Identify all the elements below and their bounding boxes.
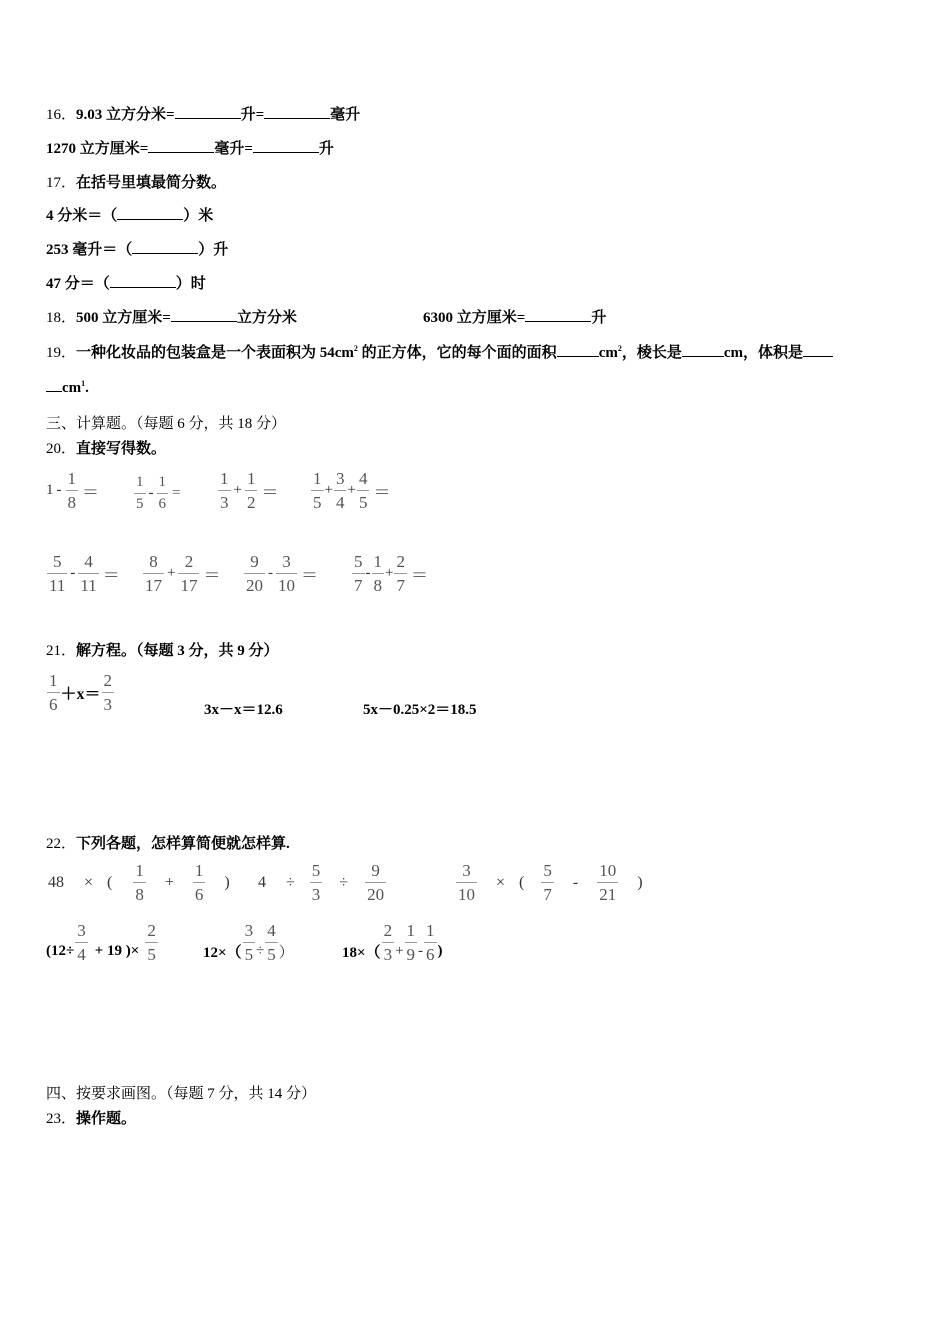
q21-equation: 3x－x＝12.6	[204, 702, 283, 718]
q21-equation: $\frac{1}{6}$ ＋x＝ $\frac{2}{3}$	[49, 671, 113, 714]
q20-expr: $\frac{1}{5}$ + $\frac{3}{4}$ + $\frac{4}{5}$ ＝	[313, 469, 391, 512]
fraction: $\frac{1}{6}$	[158, 474, 166, 512]
fraction: $\frac{1}{6}$	[426, 921, 435, 964]
q20-expr: 1 - $\frac{1}{8}$ ＝	[46, 469, 99, 512]
answer-blank[interactable]	[557, 343, 599, 357]
q18-line: 18．500 立方厘米= 立方分米	[46, 310, 297, 326]
section-3-title: 三、计算题。（每题 6 分，共 18 分）	[46, 416, 287, 432]
q21-title: 21．解方程。（每题 3 分，共 9 分）	[46, 643, 279, 659]
q23-title: 23．操作题。	[46, 1111, 137, 1127]
fraction: $\frac{1}{2}$	[246, 469, 256, 512]
answer-blank[interactable]	[264, 105, 330, 119]
q20-expr: $\frac{1}{5}$ - $\frac{1}{6}$ =	[136, 474, 181, 512]
q19-line2: $cm^1$.	[46, 378, 89, 397]
fraction: $\frac{2}{5}$	[147, 921, 156, 964]
answer-blank[interactable]	[148, 139, 214, 153]
fraction: $\frac{4}{11}$	[80, 552, 97, 595]
q17-title: 17．在括号里填最简分数。	[46, 175, 227, 191]
q22-expr: 18×（ $\frac{2}{3}$ + $\frac{1}{9}$ - $\frac{1}{6}$ )	[342, 921, 443, 964]
q22-expr: (12÷ $\frac{3}{4}$ + 19 )× $\frac{2}{5}$	[46, 921, 156, 964]
fraction: $\frac{1}{8}$	[135, 861, 144, 904]
fraction: $\frac{1}{5}$	[136, 474, 144, 512]
q22-expr: $\frac{3}{10}$ × ( $\frac{5}{7}$ - $\frac{10}{21}$ )	[458, 861, 643, 904]
q20-expr: $\frac{1}{3}$ + $\frac{1}{2}$ ＝	[220, 469, 279, 512]
q16-line1: 16．9.03 立方分米= 升= 毫升	[46, 107, 361, 123]
fraction: $\frac{5}{7}$	[543, 861, 552, 904]
q19-line1: 19．一种化妆品的包装盒是一个表面积为 $54cm^2$ 的正方体，它的每个面的面积 $cm^2$，棱长是 cm，体积是	[46, 341, 833, 362]
q17-item: 47 分＝（ ）时	[46, 276, 206, 292]
q18-line-b: 6300 立方厘米= 升	[423, 310, 607, 326]
fraction: $\frac{5}{7}$	[354, 552, 363, 595]
answer-blank[interactable]	[682, 343, 724, 357]
q16-line2: 1270 立方厘米= 毫升= 升	[46, 141, 334, 157]
fraction: $\frac{1}{8}$	[67, 469, 76, 512]
q20-expr: $\frac{8}{17}$ + $\frac{2}{17}$ ＝	[145, 552, 221, 595]
fraction: $\frac{2}{3}$	[103, 671, 113, 714]
answer-blank[interactable]	[132, 240, 198, 254]
q20-title: 20．直接写得数。	[46, 441, 167, 457]
fraction: $\frac{3}{10}$	[458, 861, 475, 904]
fraction: $\frac{4}{5}$	[358, 469, 368, 512]
q17-item: 253 毫升＝（ ）升	[46, 242, 229, 258]
fraction: $\frac{2}{17}$	[180, 552, 198, 595]
answer-blank[interactable]	[171, 308, 237, 322]
q22-expr: 4 ÷ $\frac{5}{3}$ ÷ $\frac{9}{20}$	[258, 861, 385, 904]
fraction: $\frac{1}{9}$	[406, 921, 416, 964]
fraction: $\frac{2}{7}$	[396, 552, 405, 595]
fraction: $\frac{1}{8}$	[373, 552, 382, 595]
fraction: $\frac{9}{20}$	[367, 861, 385, 904]
fraction: $\frac{1}{3}$	[220, 469, 229, 512]
fraction: $\frac{3}{10}$	[278, 552, 295, 595]
fraction: $\frac{1}{6}$	[194, 861, 204, 904]
answer-blank[interactable]	[110, 274, 176, 288]
fraction: $\frac{1}{5}$	[313, 469, 322, 512]
q21-equation: 5x－0.25×2＝18.5	[363, 702, 477, 718]
fraction: $\frac{4}{5}$	[267, 921, 276, 964]
answer-blank[interactable]	[117, 206, 183, 220]
answer-blank[interactable]	[253, 139, 319, 153]
fraction: $\frac{8}{17}$	[145, 552, 162, 595]
fraction: $\frac{3}{5}$	[244, 921, 254, 964]
answer-blank[interactable]	[175, 105, 241, 119]
fraction: $\frac{2}{3}$	[383, 921, 393, 964]
fraction: $\frac{9}{20}$	[246, 552, 263, 595]
q22-expr: 48 × ( $\frac{1}{8}$ + $\frac{1}{6}$ )	[48, 861, 230, 904]
fraction: $\frac{3}{4}$	[77, 921, 86, 964]
fraction: $\frac{3}{4}$	[335, 469, 345, 512]
q20-expr: $\frac{9}{20}$ - $\frac{3}{10}$ ＝	[246, 552, 318, 595]
q17-item: 4 分米＝（ ）米	[46, 208, 214, 224]
q22-expr: 12×（ $\frac{3}{5}$ ÷ $\frac{4}{5}$ ）	[203, 921, 294, 964]
answer-blank[interactable]	[803, 343, 833, 357]
fraction: $\frac{1}{6}$	[49, 671, 58, 714]
q20-expr: $\frac{5}{11}$ - $\frac{4}{11}$ ＝	[49, 552, 120, 595]
q22-title: 22．下列各题，怎样算简便就怎样算.	[46, 836, 290, 852]
fraction: $\frac{5}{11}$	[49, 552, 66, 595]
section-4-title: 四、按要求画图。（每题 7 分，共 14 分）	[46, 1086, 317, 1102]
answer-blank[interactable]	[46, 378, 62, 392]
q20-expr: $\frac{5}{7}$ - $\frac{1}{8}$ + $\frac{2}{7}$ ＝	[354, 552, 428, 595]
answer-blank[interactable]	[525, 308, 591, 322]
fraction: $\frac{5}{3}$	[311, 861, 321, 904]
fraction: $\frac{10}{21}$	[599, 861, 617, 904]
